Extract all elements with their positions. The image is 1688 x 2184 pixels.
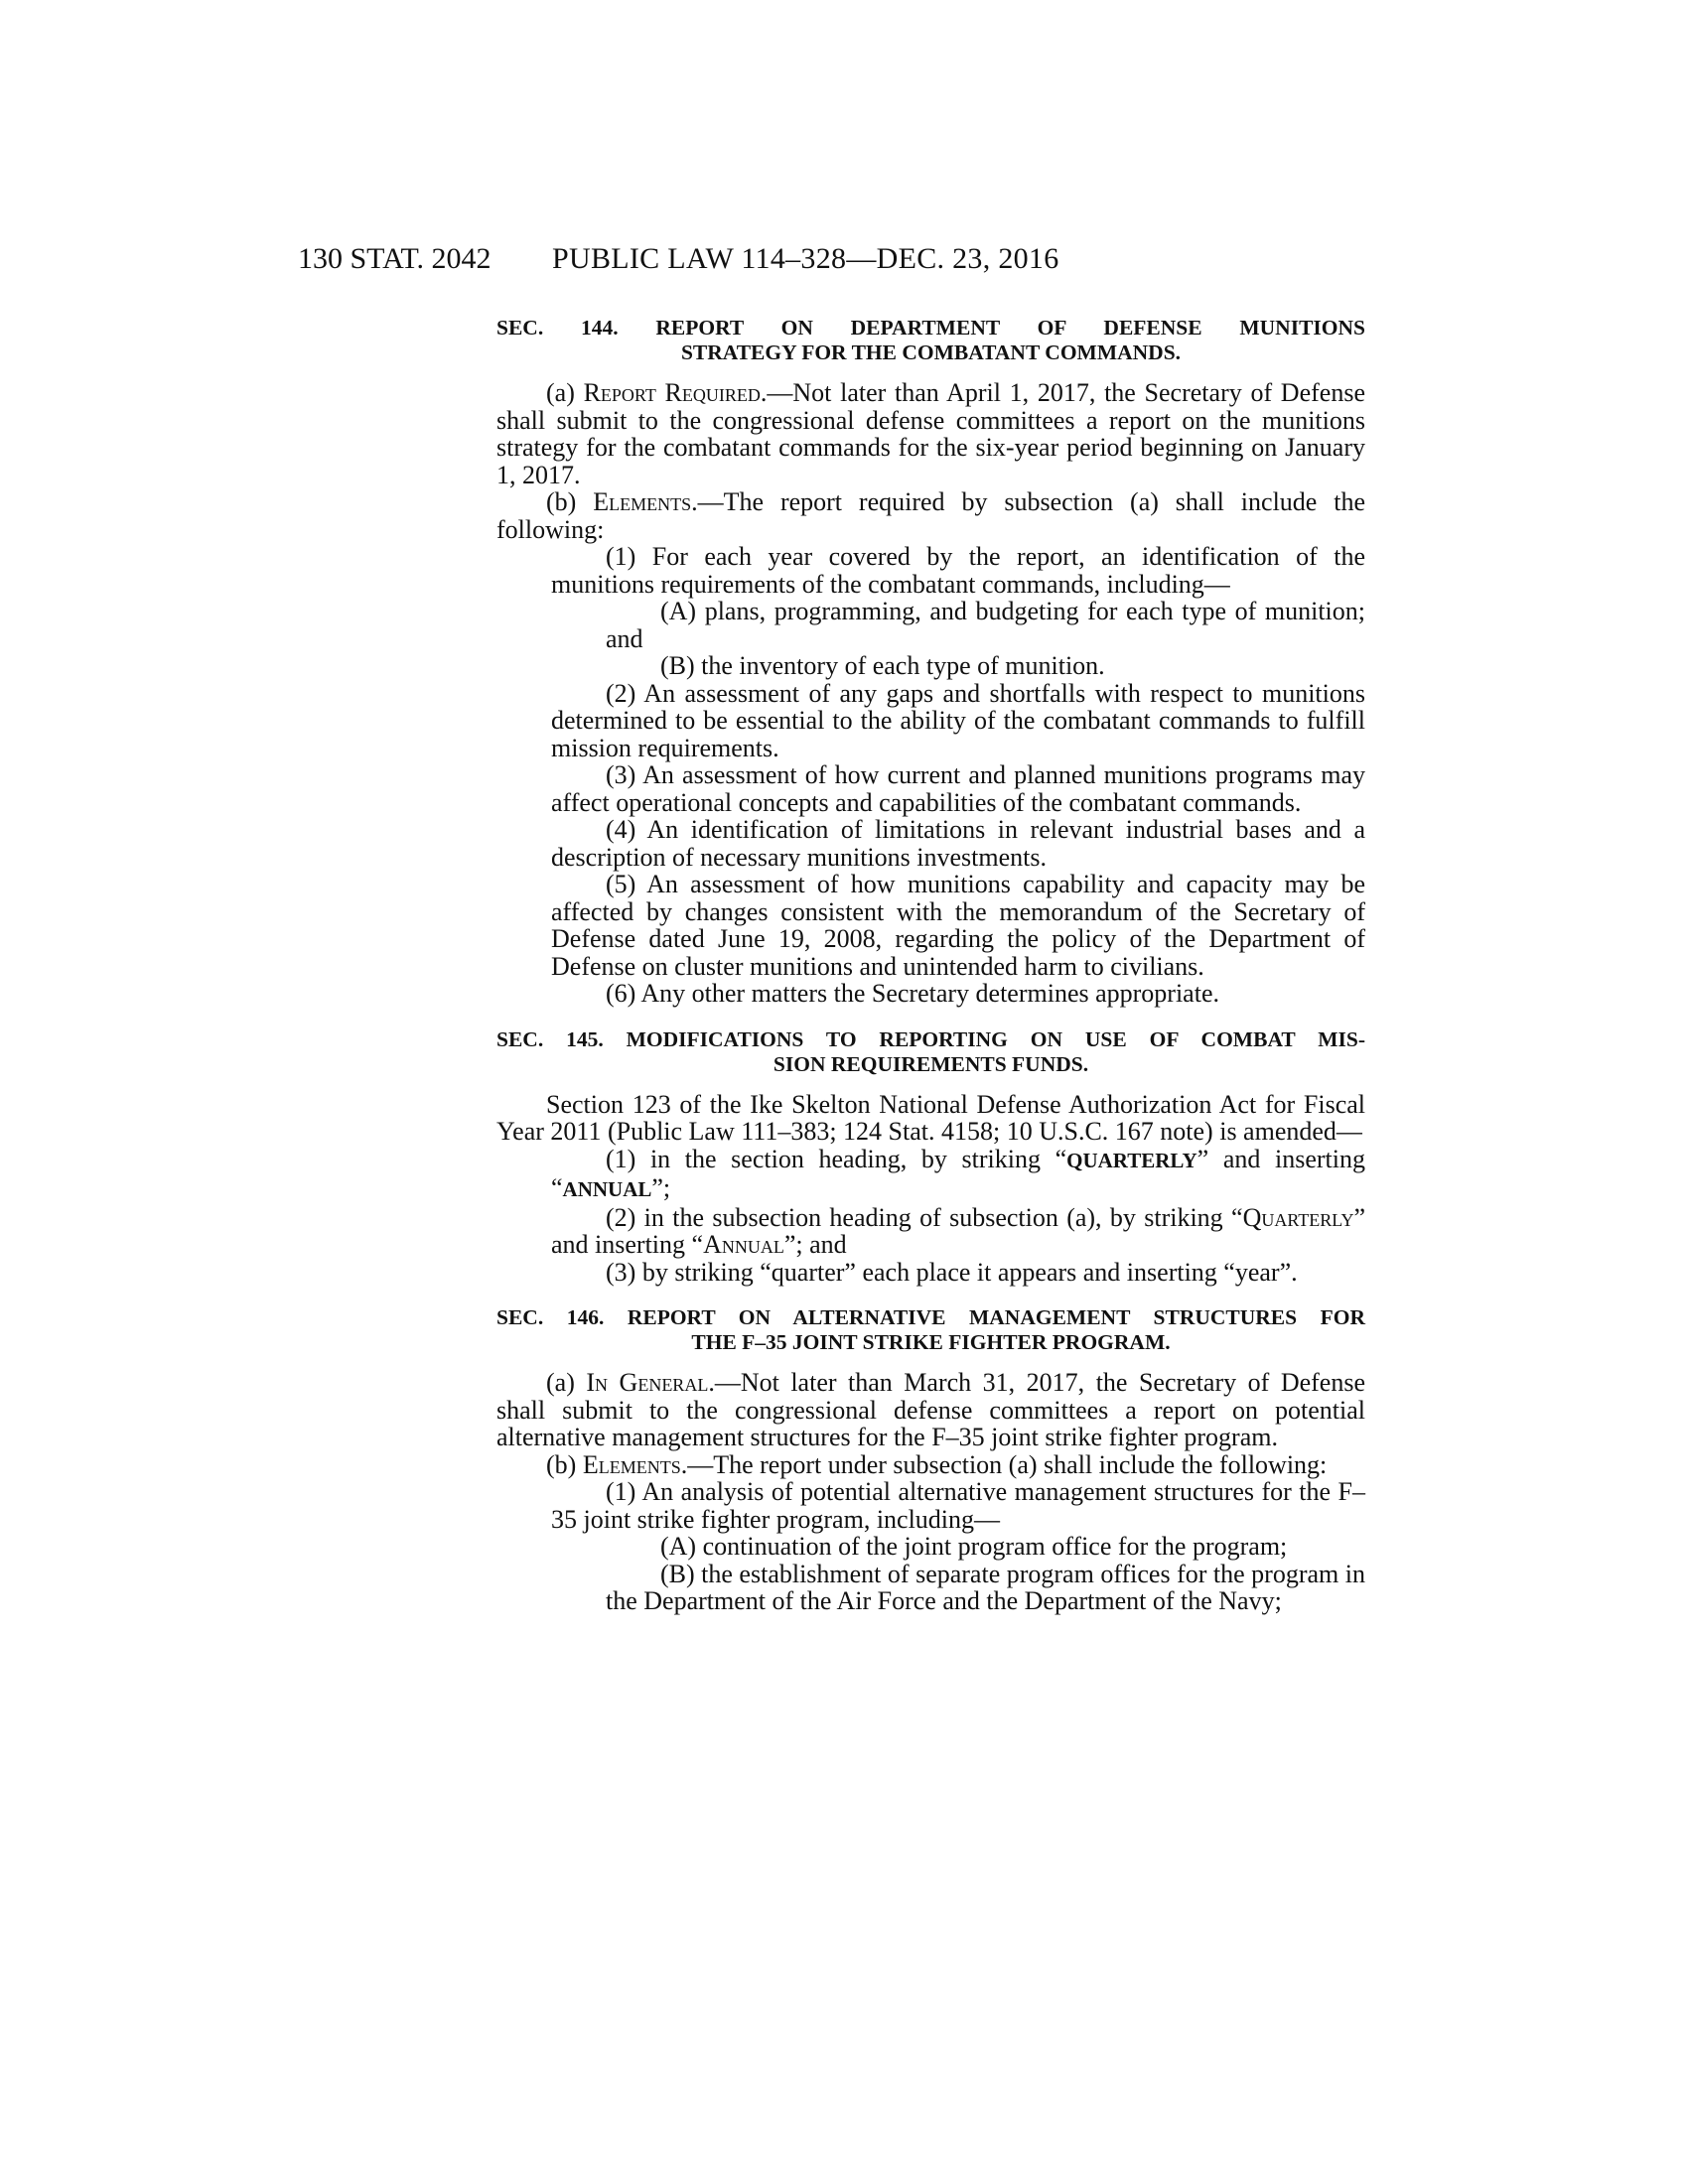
statute-page-number: 130 STAT. 2042 xyxy=(298,242,492,275)
heading-line: SION REQUIREMENTS FUNDS. xyxy=(773,1051,1089,1076)
paragraph-1: (1) For each year covered by the report, an identification of the munitions requirements of the combatant commands, including— xyxy=(551,542,1365,599)
subsection-label: (a) xyxy=(546,378,584,407)
subsection-a xyxy=(496,379,1365,488)
paragraph-2: (2) An assessment of any gaps and shortfalls with respect to munitions determined to be essential to the ability of the combatant commands to fulfill mission requirements. xyxy=(551,678,1365,762)
subsection-caption: In General xyxy=(586,1368,709,1397)
bold-term: QUARTERLY xyxy=(1066,1148,1197,1172)
paragraph-5: (5) An assessment of how munitions capability and capacity may be affected by changes consistent with the memorandum of the Secretary of Defense dated June 19, 2008, regarding the policy of the Department of Defense on cluster munitions and unintended harm to civilians. xyxy=(551,870,1365,981)
text: ” and inserting “ xyxy=(551,1144,1365,1202)
paragraph-3: (3) by striking “quarter” each place it appears and inserting “year”. xyxy=(606,1257,1298,1287)
text: ”; and xyxy=(783,1230,847,1259)
subsection-label: (b) xyxy=(546,1449,583,1479)
subsection-text: .—Not later than March 31, 2017, the Secretary of Defense shall submit to the congressional defense committees a report on potential alternative management structures for the F–35 joint strike fighter program. xyxy=(496,1368,1365,1451)
subparagraph-A: (A) plans, programming, and budgeting for each type of munition; and xyxy=(606,597,1365,653)
section-145-heading xyxy=(496,1027,1365,1077)
subparagraph-A: (A) continuation of the joint program office for the program; xyxy=(660,1532,1288,1561)
statute-body xyxy=(496,316,1365,1615)
section-146-heading xyxy=(496,1305,1365,1355)
heading-line: THE F–35 JOINT STRIKE FIGHTER PROGRAM. xyxy=(691,1330,1171,1354)
subsection-b xyxy=(496,488,1365,543)
small-caps-term: Quarterly xyxy=(1242,1202,1354,1232)
bold-term: ANNUAL xyxy=(562,1177,652,1201)
paragraph-3: (3) An assessment of how current and planned munitions programs may affect operational concepts and capabilities of the combatant commands. xyxy=(551,760,1365,817)
text: (2) in the subsection heading of subsection (a), by striking “ xyxy=(606,1202,1243,1232)
heading-line: STRATEGY FOR THE COMBATANT COMMANDS. xyxy=(680,341,1182,364)
subsection-label: (b) xyxy=(546,487,594,516)
subsection-text: .—The report required by subsection (a) shall include the following: xyxy=(496,487,1365,544)
text: (1) in the section heading, by striking “ xyxy=(606,1144,1067,1173)
subsection-a xyxy=(496,1369,1365,1451)
subsection-b xyxy=(496,1451,1365,1479)
public-law-citation: PUBLIC LAW 114–328—DEC. 23, 2016 xyxy=(552,242,1059,275)
paragraph-1: (1) An analysis of potential alternative management structures for the F–35 joint strike fighter program, including— xyxy=(551,1477,1365,1534)
paragraph-4: (4) An identification of limitations in relevant industrial bases and a description of necessary munitions investments. xyxy=(551,815,1365,872)
heading-line: SEC. 144. REPORT ON DEPARTMENT OF DEFENSE MUNITIONS xyxy=(496,316,1365,340)
small-caps-term: Annual xyxy=(703,1230,784,1259)
running-header xyxy=(298,242,1390,282)
heading-line: SEC. 145. MODIFICATIONS TO REPORTING ON USE OF COMBAT MIS- xyxy=(496,1026,1365,1051)
section-145-intro: Section 123 of the Ike Skelton National Defense Authorization Act for Fiscal Year 2011 (Public Law 111–383; 124 Stat. 4158; 10 U.S.C. 167 note) is amended— xyxy=(496,1089,1365,1146)
text: ”; xyxy=(651,1173,671,1202)
subsection-text: .—Not later than April 1, 2017, the Secretary of Defense shall submit to the congressional defense committees a report on the munitions strategy for the combatant commands for the six-year period beginning on January 1, 2017. xyxy=(496,378,1365,489)
subsection-text: .—The report under subsection (a) shall include the following: xyxy=(680,1449,1328,1479)
section-144-heading xyxy=(496,316,1365,365)
paragraph-6: (6) Any other matters the Secretary determines appropriate. xyxy=(606,979,1219,1008)
subsection-label: (a) xyxy=(546,1368,587,1397)
subparagraph-B: (B) the inventory of each type of munition. xyxy=(660,651,1105,680)
subsection-caption: Elements xyxy=(593,487,692,516)
paragraph-1 xyxy=(496,1146,1365,1204)
heading-line: SEC. 146. REPORT ON ALTERNATIVE MANAGEMENT STRUCTURES FOR xyxy=(496,1305,1365,1329)
text: ” and inserting “ xyxy=(551,1202,1365,1259)
subparagraph-B: (B) the establishment of separate program offices for the program in the Department of the Air Force and the Department of the Navy; xyxy=(606,1559,1365,1615)
subsection-caption: Elements xyxy=(582,1449,681,1479)
paragraph-2 xyxy=(496,1204,1365,1259)
subsection-caption: Report Required xyxy=(583,378,761,407)
